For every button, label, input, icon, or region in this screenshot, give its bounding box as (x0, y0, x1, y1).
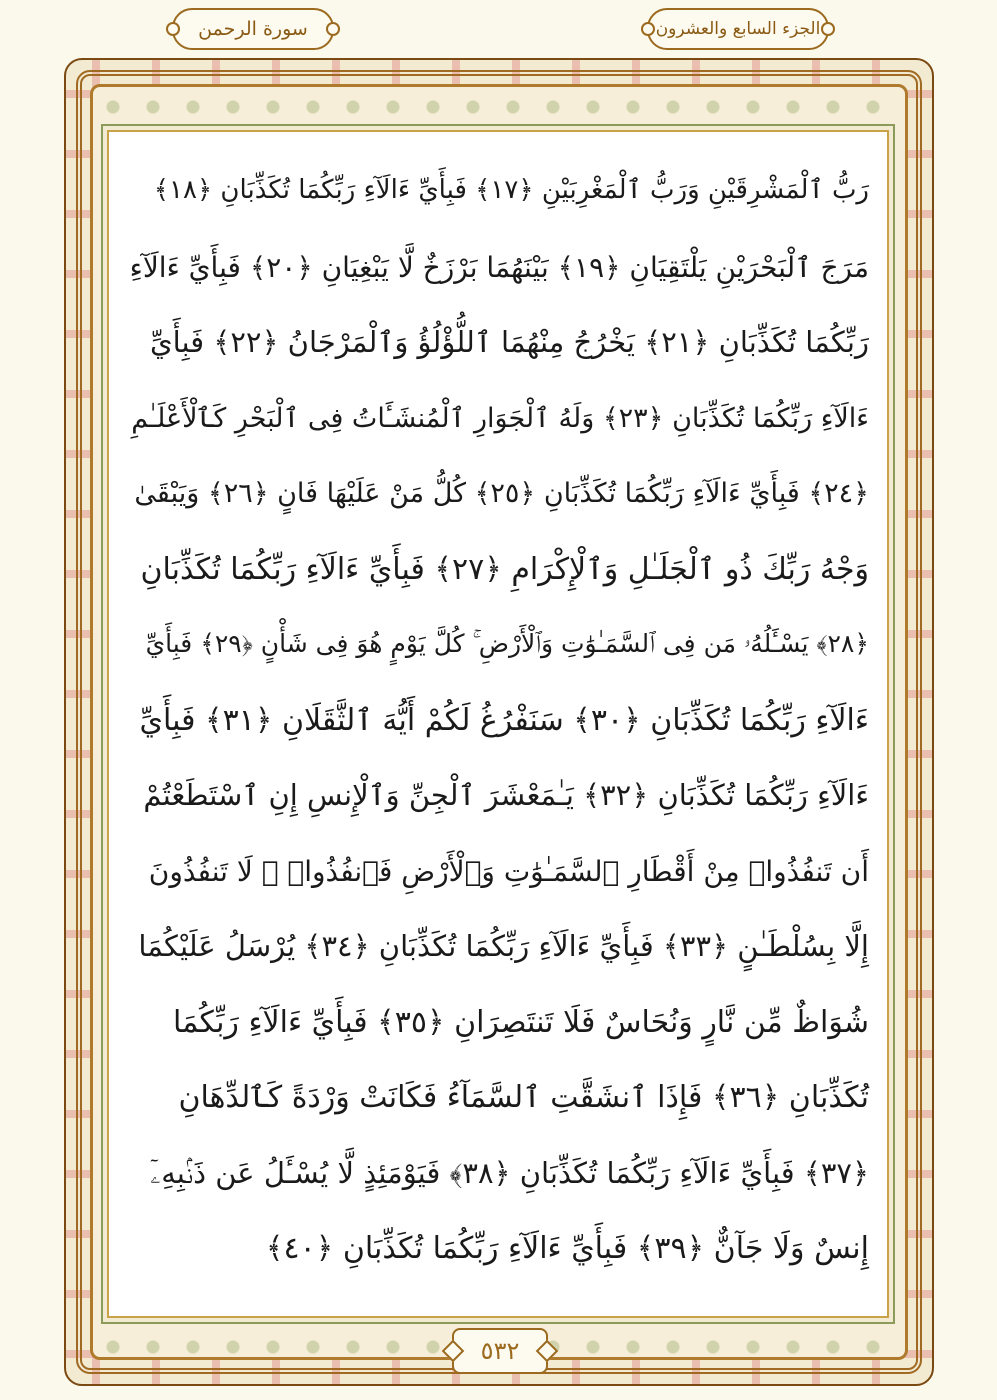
verse-line-11: إِلَّا بِسُلْطَـٰنٍ ﴿٣٣﴾ فَبِأَيِّ ءَالَآءِ رَبِّكُمَا تُكَذِّبَانِ ﴿٣٤﴾ يُرْسَلُ عَلَيْكُمَا (138, 929, 869, 963)
verse-line-15: إِنسٌ وَلَا جَآنٌّ ﴿٣٩﴾ فَبِأَيِّ ءَالَآءِ رَبِّكُمَا تُكَذِّبَانِ ﴿٤٠﴾ (265, 1230, 869, 1266)
verse-line-10: أَن تَنفُذُوا۟ مِنْ أَقْطَارِ ٱلسَّمَـٰوَٰتِ وَٱلْأَرْضِ فَٱنفُذُوا۟ ۚ لَا تَنفُذُونَ (148, 854, 869, 888)
surah-name-cartouche (172, 8, 334, 50)
text-panel (107, 130, 889, 1318)
verse-line-8: ءَالَآءِ رَبِّكُمَا تُكَذِّبَانِ ﴿٣٠﴾ سَنَفْرُغُ لَكُمْ أَيُّهَ ٱلثَّقَلَانِ ﴿٣١﴾ فَبِأَيِّ (139, 702, 869, 738)
verse-line-2: مَرَجَ ٱلْبَحْرَيْنِ يَلْتَقِيَانِ ﴿١٩﴾ بَيْنَهُمَا بَرْزَخٌ لَّا يَبْغِيَانِ ﴿٢٠﴾ فَبِأَيِّ ءَالَآءِ (129, 250, 869, 284)
verse-line-6: وَجْهُ رَبِّكَ ذُو ٱلْجَلَـٰلِ وَٱلْإِكْرَامِ ﴿٢٧﴾ فَبِأَيِّ ءَالَآءِ رَبِّكُمَا تُكَذِّبَانِ (140, 551, 869, 587)
verse-line-4: ءَالَآءِ رَبِّكُمَا تُكَذِّبَانِ ﴿٢٣﴾ وَلَهُ ٱلْجَوَارِ ٱلْمُنشَـَٔاتُ فِى ٱلْبَحْرِ كَٱلْأَعْلَـٰمِ (131, 402, 869, 434)
verse-line-13: تُكَذِّبَانِ ﴿٣٦﴾ فَإِذَا ٱنشَقَّتِ ٱلسَّمَآءُ فَكَانَتْ وَرْدَةً كَٱلدِّهَانِ (178, 1079, 869, 1115)
verse-line-9: ءَالَآءِ رَبِّكُمَا تُكَذِّبَانِ ﴿٣٢﴾ يَـٰمَعْشَرَ ٱلْجِنِّ وَٱلْإِنسِ إِنِ ٱسْتَطَعْتُمْ (143, 778, 869, 812)
juz-name: الجزء السابع والعشرون (655, 19, 821, 39)
verse-line-14: ﴿٣٧﴾ فَبِأَيِّ ءَالَآءِ رَبِّكُمَا تُكَذِّبَانِ ﴿٣٨﴾ فَيَوْمَئِذٍ لَّا يُسْـَٔلُ عَن ذَنۢبِهِۦٓ (150, 1155, 869, 1190)
verse-line-3: رَبِّكُمَا تُكَذِّبَانِ ﴿٢١﴾ يَخْرُجُ مِنْهُمَا ٱللُّؤْلُؤُ وَٱلْمَرْجَانُ ﴿٢٢﴾ فَبِأَيِّ (149, 325, 869, 359)
verse-line-12: شُوَاظٌ مِّن نَّارٍ وَنُحَاسٌ فَلَا تَنتَصِرَانِ ﴿٣٥﴾ فَبِأَيِّ ءَالَآءِ رَبِّكُمَا (173, 1004, 869, 1040)
verse-line-7: ﴿٢٨﴾ يَسْـَٔلُهُۥ مَن فِى ٱلسَّمَـٰوَٰتِ وَٱلْأَرْضِ ۚ كُلَّ يَوْمٍ هُوَ فِى شَأْنٍ ﴿٢٩﴾ فَبِأَيِّ (145, 629, 869, 658)
page-number-medallion (452, 1328, 548, 1374)
juz-name-cartouche (647, 8, 829, 50)
surah-name: سورة الرحمن (198, 18, 308, 40)
page-number: ٥٣٢ (480, 1337, 520, 1365)
verse-line-1: رَبُّ ٱلْمَشْرِقَيْنِ وَرَبُّ ٱلْمَغْرِبَيْنِ ﴿١٧﴾ فَبِأَيِّ ءَالَآءِ رَبِّكُمَا تُكَذِّبَانِ ﴿١٨﴾ (153, 175, 869, 205)
verse-line-5: ﴿٢٤﴾ فَبِأَيِّ ءَالَآءِ رَبِّكُمَا تُكَذِّبَانِ ﴿٢٥﴾ كُلُّ مَنْ عَلَيْهَا فَانٍ ﴿٢٦﴾ وَيَبْقَىٰ (134, 477, 869, 509)
